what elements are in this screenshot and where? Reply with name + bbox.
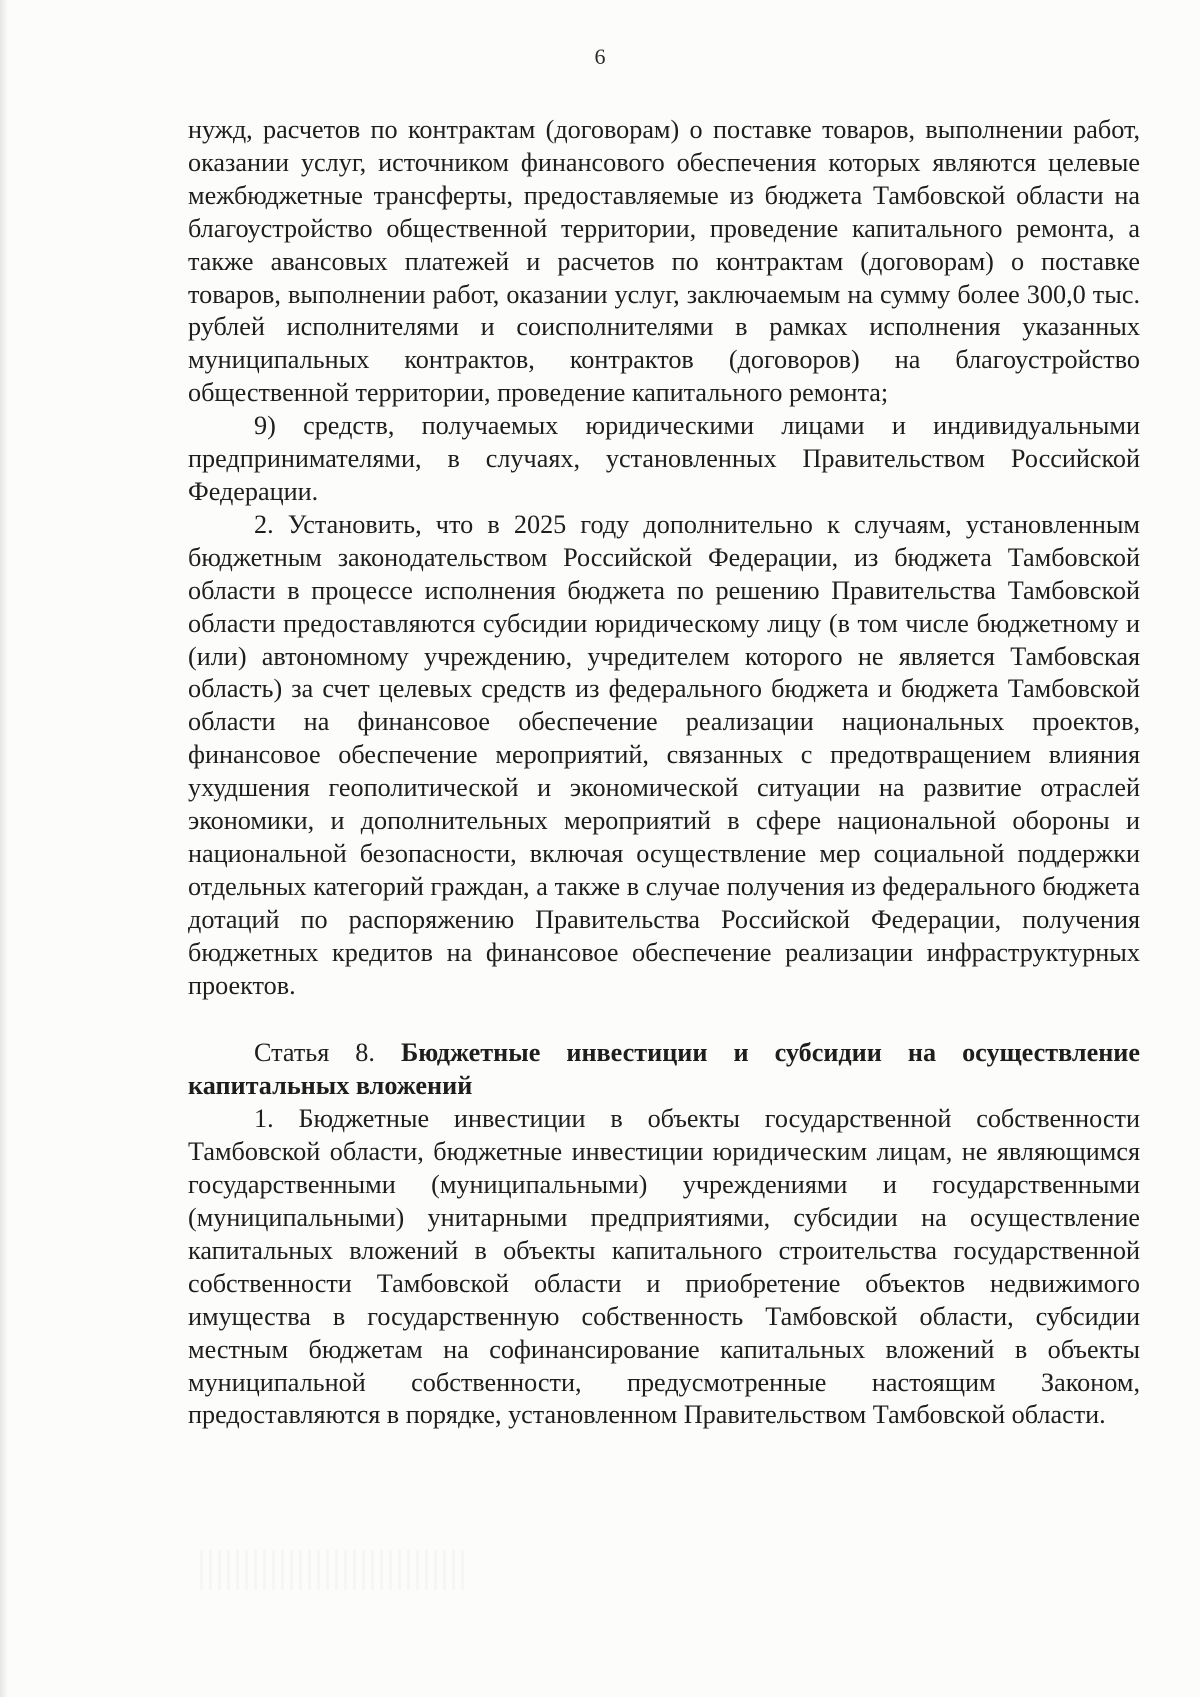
article-heading [188, 1037, 1140, 1103]
paragraph-point-2: 2. Установить, что в 2025 году дополнительно к случаям, установленным бюджетным законодательством Российской Федерации, из бюджета Тамбовской области в процессе исполнения бюджета по решению Правительства Тамбовской области предоставляются субсидии юридическому лицу (в том числе бюджетному и (или) автономному учреждению, учредителем которого не является Тамбовская область) за счет целевых средств из федерального бюджета и бюджета Тамбовской области на финансовое обеспечение реализации национальных проектов, финансовое обеспечение мероприятий, связанных с предотвращением влияния ухудшения геополитической и экономической ситуации на развитие отраслей экономики, и дополнительных мероприятий в сфере национальной обороны и национальной безопасности, включая осуществление мер социальной поддержки отдельных категорий граждан, а также в случае получения из федерального бюджета дотаций по распоряжению Правительства Российской Федерации, получения бюджетных кредитов на финансовое обеспечение реализации инфраструктурных проектов. [188, 509, 1140, 1000]
article-paragraph-1: 1. Бюджетные инвестиции в объекты государственной собственности Тамбовской области, бюджетные инвестиции юридическим лицам, не являющимся государственными (муниципальными) учреждениями и государственными (муниципальными) унитарными предприятиями, субсидии на осуществление капитальных вложений в объекты капитального строительства государственной собственности Тамбовской области и приобретение объектов недвижимого имущества в государственную собственность Тамбовской области, субсидии местным бюджетам на софинансирование капитальных вложений в объекты муниципальной собственности, предусмотренные настоящим Законом, предоставляются в порядке, установленном Правительством Тамбовской области. [188, 1104, 1140, 1430]
page-number: 6 [594, 44, 606, 69]
document-body [188, 114, 1140, 1432]
paragraph-continuation: нужд, расчетов по контрактам (договорам) о поставке товаров, выполнении работ, оказании услуг, источником финансового обеспечения которых являются целевые межбюджетные трансферты, предоставляемые из бюджета Тамбовской области на благоустройство общественной территории, проведение капитального ремонта, а также авансовых платежей и расчетов по контрактам (договорам) о поставке товаров, выполнении работ, оказании услуг, заключаемым на сумму более 300,0 тыс. рублей исполнителями и соисполнителями в рамках исполнения указанных муниципальных контрактов, контрактов (договоров) на благоустройство общественной территории, проведение капитального ремонта; [188, 115, 1140, 408]
scan-smudge [200, 1550, 470, 1590]
article-title: Бюджетные инвестиции и субсидии на осуществление капитальных вложений [188, 1038, 1141, 1101]
paragraph-item-9: 9) средств, получаемых юридическими лицами и индивидуальными предпринимателями, в случаях, установленных Правительством Российской Федерации. [188, 411, 1140, 506]
scan-edge [0, 0, 8, 1697]
article-label: Статья 8. [254, 1038, 375, 1068]
